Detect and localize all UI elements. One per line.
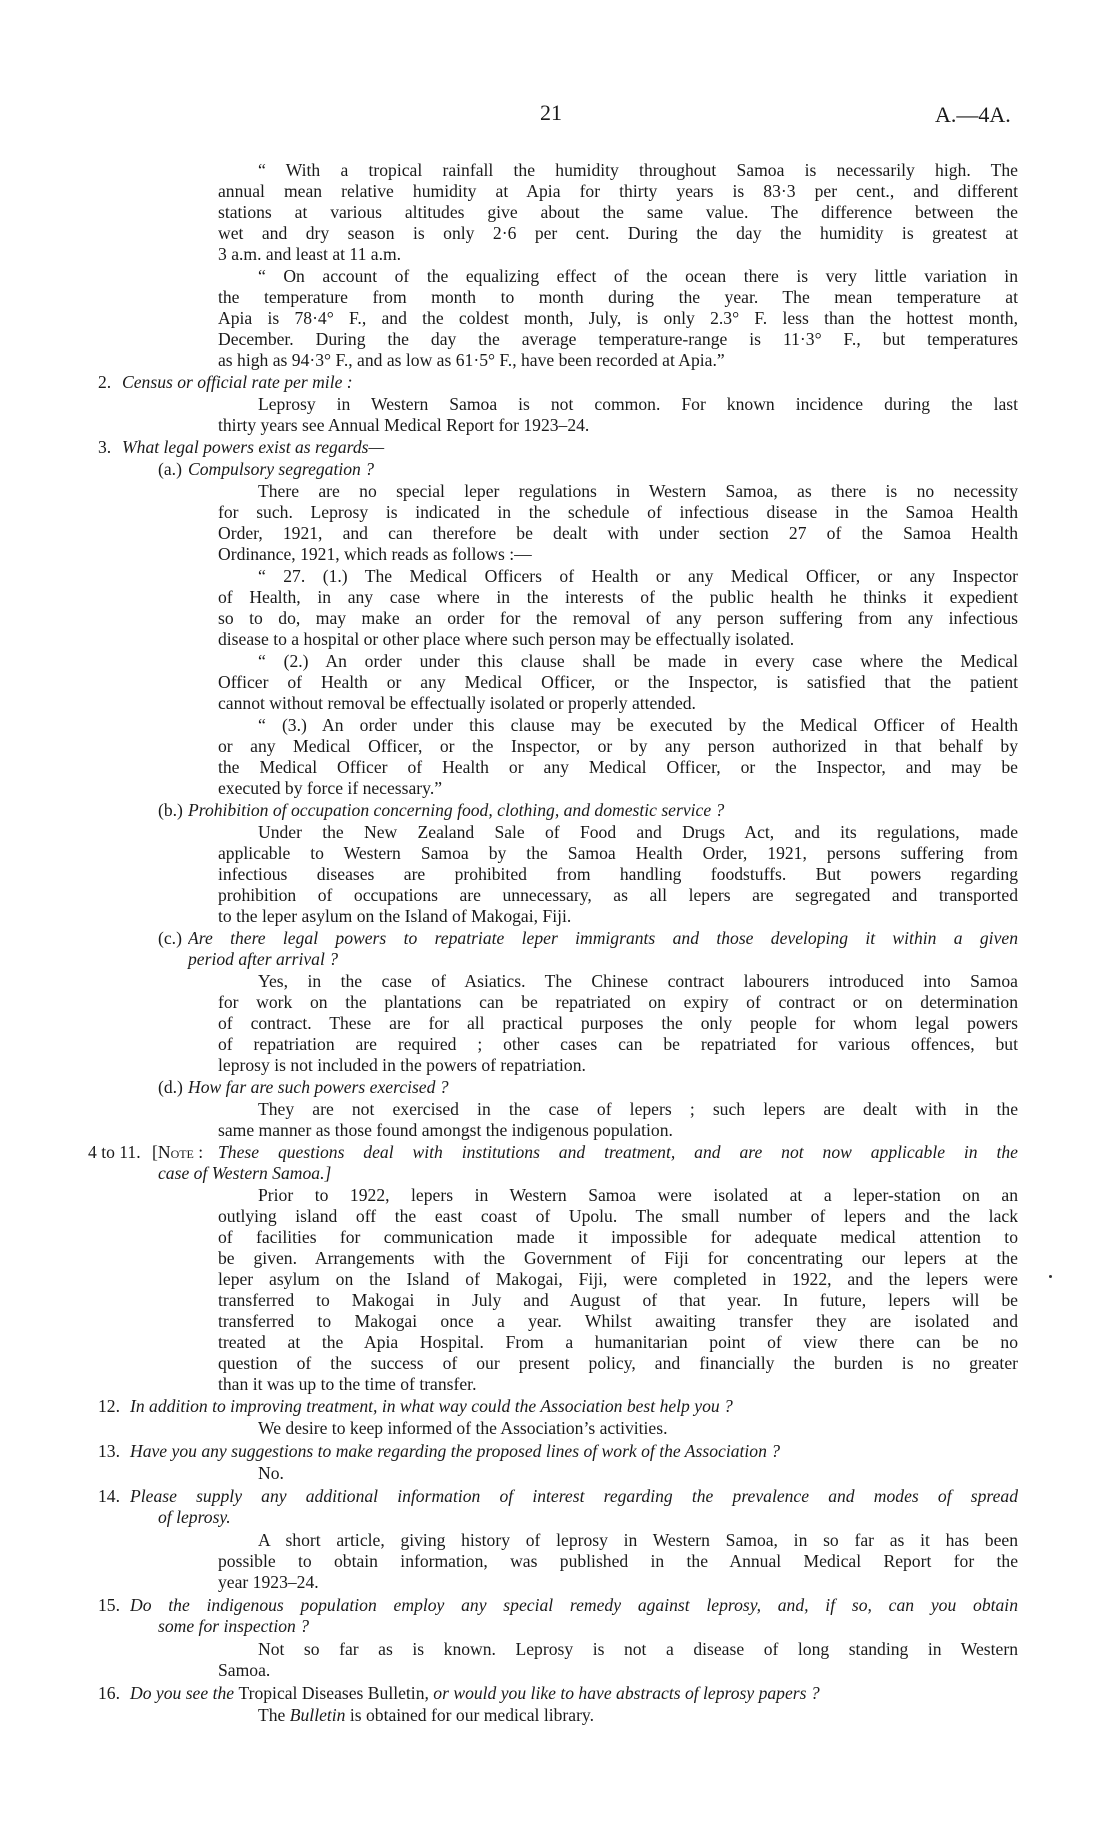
- question-text: [130, 1683, 820, 1703]
- question-number: 16.: [98, 1683, 120, 1703]
- answer-text-part: The: [258, 1705, 290, 1725]
- text-line: wet and dry season is only 2·6 per cent. During the day the humidity is greatest at: [218, 223, 1018, 243]
- question-number: 4 to 11.: [88, 1142, 141, 1162]
- subquestion-label: (d.): [158, 1077, 183, 1097]
- question-text: What legal powers exist as regards—: [122, 437, 385, 457]
- subquestion-text: Prohibition of occupation concerning food, clothing, and domestic service ?: [188, 800, 725, 820]
- answer-line: transferred to Makogai in July and August of that year. In future, lepers will be: [218, 1290, 1018, 1310]
- answer-line: Samoa.: [218, 1660, 271, 1680]
- answer-line: possible to obtain information, was published in the Annual Medical Report for the: [218, 1551, 1018, 1571]
- question-text: Please supply any additional information of interest regarding the prevalence and modes of spread: [130, 1486, 1018, 1506]
- quote-line: disease to a hospital or other place where such person may be effectually isolated.: [218, 629, 795, 649]
- question-text: Have you any suggestions to make regarding the proposed lines of work of the Association ?: [130, 1441, 781, 1461]
- text-line: stations at various altitudes give about the same value. The difference between the: [218, 202, 1018, 222]
- text-line: “ On account of the equalizing effect of the ocean there is very little variation in: [258, 266, 1018, 286]
- answer-line: question of the success of our present policy, and financially the burden is no greater: [218, 1353, 1018, 1373]
- question-text: of leprosy.: [158, 1507, 231, 1527]
- answer-line: prohibition of occupations are unnecessary, as all lepers are segregated and transported: [218, 885, 1018, 905]
- answer-line: transferred to Makogai once a year. Whilst awaiting transfer they are isolated and: [218, 1311, 1018, 1331]
- answer-line: Ordinance, 1921, which reads as follows :—: [218, 544, 532, 564]
- answer-line: Not so far as is known. Leprosy is not a disease of long standing in Western: [258, 1639, 1018, 1659]
- text-line: 3 a.m. and least at 11 a.m.: [218, 244, 402, 264]
- quote-line: cannot without removal be effectually isolated or properly attended.: [218, 693, 696, 713]
- quote-line: the Medical Officer of Health or any Medical Officer, or the Inspector, and may be: [218, 757, 1018, 777]
- subquestion-text: Compulsory segregation ?: [188, 459, 375, 479]
- subquestion-label: (a.): [158, 459, 182, 479]
- note-text: These questions deal with institutions and treatment, and are not now applicable in the: [218, 1142, 1018, 1162]
- quote-line: so to do, may make an order for the removal of any person suffering from any infectious: [218, 608, 1018, 628]
- question-number: 15.: [98, 1595, 120, 1615]
- answer-line: for work on the plantations can be repatriated on expiry of contract or on determination: [218, 992, 1018, 1012]
- answer-line: infectious diseases are prohibited from handling foodstuffs. But powers regarding: [218, 864, 1018, 884]
- answer-line: Leprosy in Western Samoa is not common. For known incidence during the last: [258, 394, 1018, 414]
- question-text: Do the indigenous population employ any special remedy against leprosy, and, if so, can you obtain: [130, 1595, 1018, 1615]
- answer-line: Order, 1921, and can therefore be dealt with under section 27 of the Samoa Health: [218, 523, 1018, 543]
- note-text: case of Western Samoa.]: [158, 1163, 332, 1183]
- answer-line: of facilities for communication made it impossible for adequate medical attention to: [218, 1227, 1018, 1247]
- quote-line: “ (3.) An order under this clause may be executed by the Medical Officer of Health: [258, 715, 1018, 735]
- subquestion-label: (b.): [158, 800, 183, 820]
- answer-line: They are not exercised in the case of lepers ; such lepers are dealt with in the: [258, 1099, 1018, 1119]
- question-text: Census or official rate per mile :: [122, 372, 353, 392]
- quote-line: Officer of Health or any Medical Officer, or the Inspector, is satisfied that the patient: [218, 672, 1018, 692]
- quote-line: executed by force if necessary.”: [218, 778, 443, 798]
- answer-line: than it was up to the time of transfer.: [218, 1374, 477, 1394]
- quote-line: “ (2.) An order under this clause shall be made in every case where the Medical: [258, 651, 1018, 671]
- answer-line: to the leper asylum on the Island of Makogai, Fiji.: [218, 906, 572, 926]
- answer-line: leper asylum on the Island of Makogai, Fiji, were completed in 1922, and the lepers were: [218, 1269, 1018, 1289]
- question-text-part: , or would you like to have abstracts of leprosy papers ?: [424, 1683, 820, 1703]
- bulletin-title: Tropical Diseases Bulletin: [238, 1683, 425, 1703]
- question-text-part: Do you see the: [130, 1683, 239, 1703]
- question-number: 14.: [98, 1486, 120, 1506]
- answer-line: outlying island off the east coast of Upolu. The small number of lepers and the lack: [218, 1206, 1018, 1226]
- text-line: annual mean relative humidity at Apia for thirty years is 83·3 per cent., and different: [218, 181, 1018, 201]
- answer-line: treated at the Apia Hospital. From a humanitarian point of view there can be no: [218, 1332, 1018, 1352]
- question-number: 12.: [98, 1396, 120, 1416]
- question-number: 13.: [98, 1441, 120, 1461]
- answer-line: year 1923–24.: [218, 1572, 319, 1592]
- answer-line: of repatriation are required ; other cases can be repatriated for various offences, but: [218, 1034, 1018, 1054]
- text-line: as high as 94·3° F., and as low as 61·5° F., have been recorded at Apia.”: [218, 350, 725, 370]
- page-number: 21: [540, 100, 562, 125]
- text-line: Apia is 78·4° F., and the coldest month, July, is only 2.3° F. less than the hottest month,: [218, 308, 1018, 328]
- subquestion-label: (c.): [158, 928, 182, 948]
- answer-line: of contract. These are for all practical purposes the only people for whom legal powers: [218, 1013, 1018, 1033]
- question-text: In addition to improving treatment, in what way could the Association best help you ?: [130, 1396, 733, 1416]
- bulletin-title: Bulletin: [289, 1705, 346, 1725]
- text-line: the temperature from month to month during the year. The mean temperature at: [218, 287, 1018, 307]
- question-text: some for inspection ?: [158, 1616, 309, 1636]
- note-label: [Note :: [152, 1142, 204, 1162]
- answer-line: Yes, in the case of Asiatics. The Chinese contract labourers introduced into Samoa: [258, 971, 1018, 991]
- question-number: 2.: [98, 372, 112, 392]
- answer-line: Prior to 1922, lepers in Western Samoa were isolated at a leper-station on an: [258, 1185, 1018, 1205]
- text-line: December. During the day the average temperature-range is 11·3° F., but temperatures: [218, 329, 1018, 349]
- answer-line: There are no special leper regulations in Western Samoa, as there is no necessity: [258, 481, 1018, 501]
- quote-line: “ 27. (1.) The Medical Officers of Health or any Medical Officer, or any Inspector: [258, 566, 1018, 586]
- answer-line: for such. Leprosy is indicated in the schedule of infectious disease in the Samoa Health: [218, 502, 1018, 522]
- quote-line: or any Medical Officer, or the Inspector, or by any person authorized in that behalf by: [218, 736, 1018, 756]
- answer-line: Under the New Zealand Sale of Food and Drugs Act, and its regulations, made: [258, 822, 1018, 842]
- answer-line: A short article, giving history of leprosy in Western Samoa, in so far as it has been: [258, 1530, 1018, 1550]
- answer-text-part: is obtained for our medical library.: [345, 1705, 594, 1725]
- text-line: “ With a tropical rainfall the humidity throughout Samoa is necessarily high. The: [258, 160, 1018, 180]
- question-number: 3.: [98, 437, 112, 457]
- quote-line: of Health, in any case where in the interests of the public health he thinks it expedient: [218, 587, 1018, 607]
- answer-line: No.: [258, 1463, 284, 1483]
- page-speck: [1049, 1275, 1052, 1278]
- answer-line: [258, 1705, 594, 1725]
- subquestion-text: Are there legal powers to repatriate leper immigrants and those developing it within a given: [188, 928, 1018, 948]
- answer-line: leprosy is not included in the powers of repatriation.: [218, 1055, 586, 1075]
- answer-line: We desire to keep informed of the Association’s activities.: [258, 1418, 668, 1438]
- document-reference: A.—4A.: [935, 102, 1011, 127]
- answer-line: applicable to Western Samoa by the Samoa Health Order, 1921, persons suffering from: [218, 843, 1018, 863]
- answer-line: same manner as those found amongst the indigenous population.: [218, 1120, 673, 1140]
- answer-line: be given. Arrangements with the Government of Fiji for concentrating our lepers at the: [218, 1248, 1018, 1268]
- subquestion-text: period after arrival ?: [188, 949, 339, 969]
- answer-line: thirty years see Annual Medical Report for 1923–24.: [218, 415, 590, 435]
- subquestion-text: How far are such powers exercised ?: [188, 1077, 449, 1097]
